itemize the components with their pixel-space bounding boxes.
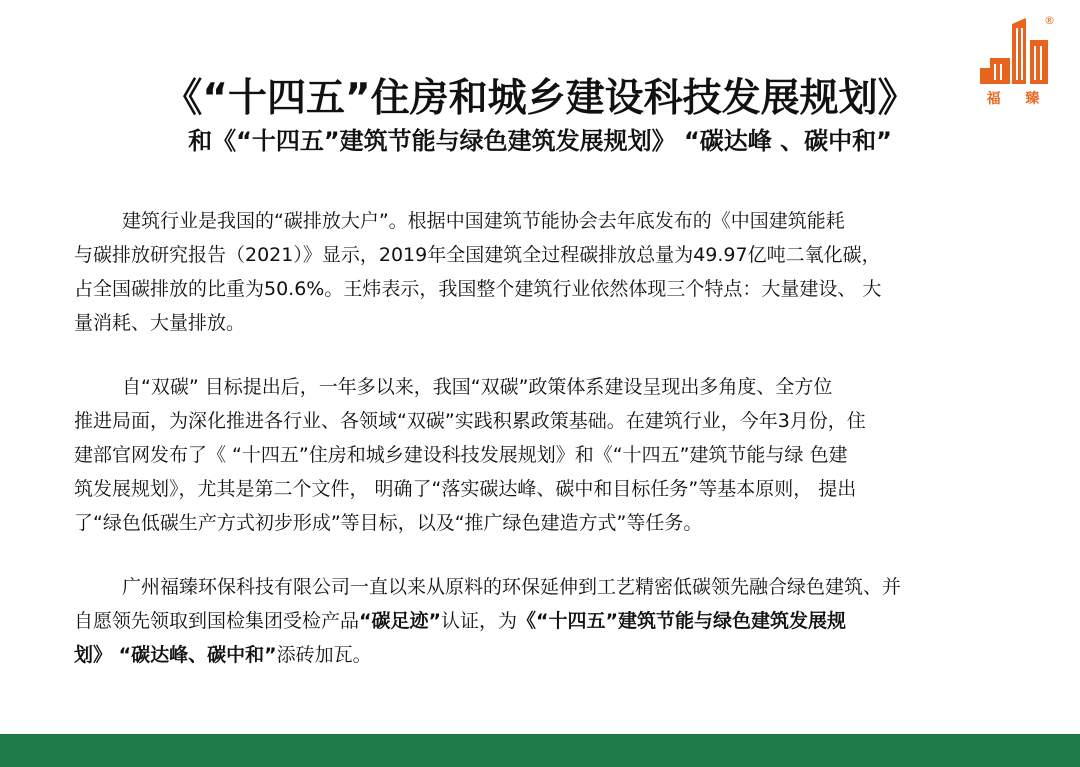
paragraph-3-line-1: 广州福臻环保科技有限公司一直以来从原料的环保延伸到工艺精密低碳领先融合绿色建筑、并 <box>122 576 902 598</box>
paragraph-1-line-3: 占全国碳排放的比重为50.6%。王炜表示，我国整个建筑行业依然体现三个特点：大量建设、 大 <box>74 278 882 300</box>
paragraph-1-line-2: 与碳排放研究报告（2021）》显示，2019年全国建筑全过程碳排放总量为49.97亿吨二氧化碳， <box>74 244 881 266</box>
paragraph-3-line-2 <box>74 604 1014 638</box>
paragraph-1-line-1: 建筑行业是我国的“碳排放大户”。根据中国建筑节能协会去年底发布的《中国建筑能耗 <box>122 210 845 232</box>
logo-brand-text: 福 臻 <box>986 91 1050 107</box>
paragraph-2-line-5: 了“绿色低碳生产方式初步形成”等目标，以及“推广绿色建造方式”等任务。 <box>74 512 703 534</box>
paragraph-3-line-2-text-c: 认证，为 <box>441 610 518 632</box>
carbon-footprint-highlight: “碳足迹” <box>359 610 441 632</box>
paragraph-2 <box>74 370 1014 540</box>
paragraph-2-line-4: 筑发展规划》，尤其是第二个文件， 明确了“落实碳达峰、碳中和目标任务”等基本原则， 提出 <box>74 478 857 500</box>
paragraph-2-line-1: 自“双碳” 目标提出后，一年多以来，我国“双碳”政策体系建设呈现出多角度、全方位 <box>122 376 833 398</box>
paragraph-1 <box>74 204 1014 340</box>
registered-mark: ® <box>1044 14 1055 27</box>
paragraph-2-line-2: 推进局面，为深化推进各行业、各领域“双碳”实践积累政策基础。在建筑行业，今年3月份，住 <box>74 410 866 432</box>
paragraph-3-line-3-text-b: 添砖加瓦。 <box>276 644 372 666</box>
paragraph-3-line-2-text-a: 自愿领先领取到国检集团受检产品 <box>74 610 360 632</box>
page-title: 《“十四五”住房和城乡建设科技发展规划》 <box>163 76 917 121</box>
paragraph-3 <box>74 570 1014 672</box>
carbon-peak-highlight: 划》 “碳达峰、碳中和” <box>74 644 277 666</box>
plan-title-highlight: 《“十四五”建筑节能与绿色建筑发展规 <box>517 610 846 632</box>
footer-bar <box>0 734 1080 767</box>
paragraph-1-line-4: 量消耗、大量排放。 <box>74 312 246 334</box>
page-subtitle: 和《“十四五”建筑节能与绿色建筑发展规划》 “碳达峰 、碳中和” <box>188 127 892 155</box>
paragraph-2-line-3: 建部官网发布了《 “十四五”住房和城乡建设科技发展规划》和《“十四五”建筑节能与绿 色建 <box>74 444 848 466</box>
paragraph-3-line-3 <box>74 638 1014 672</box>
